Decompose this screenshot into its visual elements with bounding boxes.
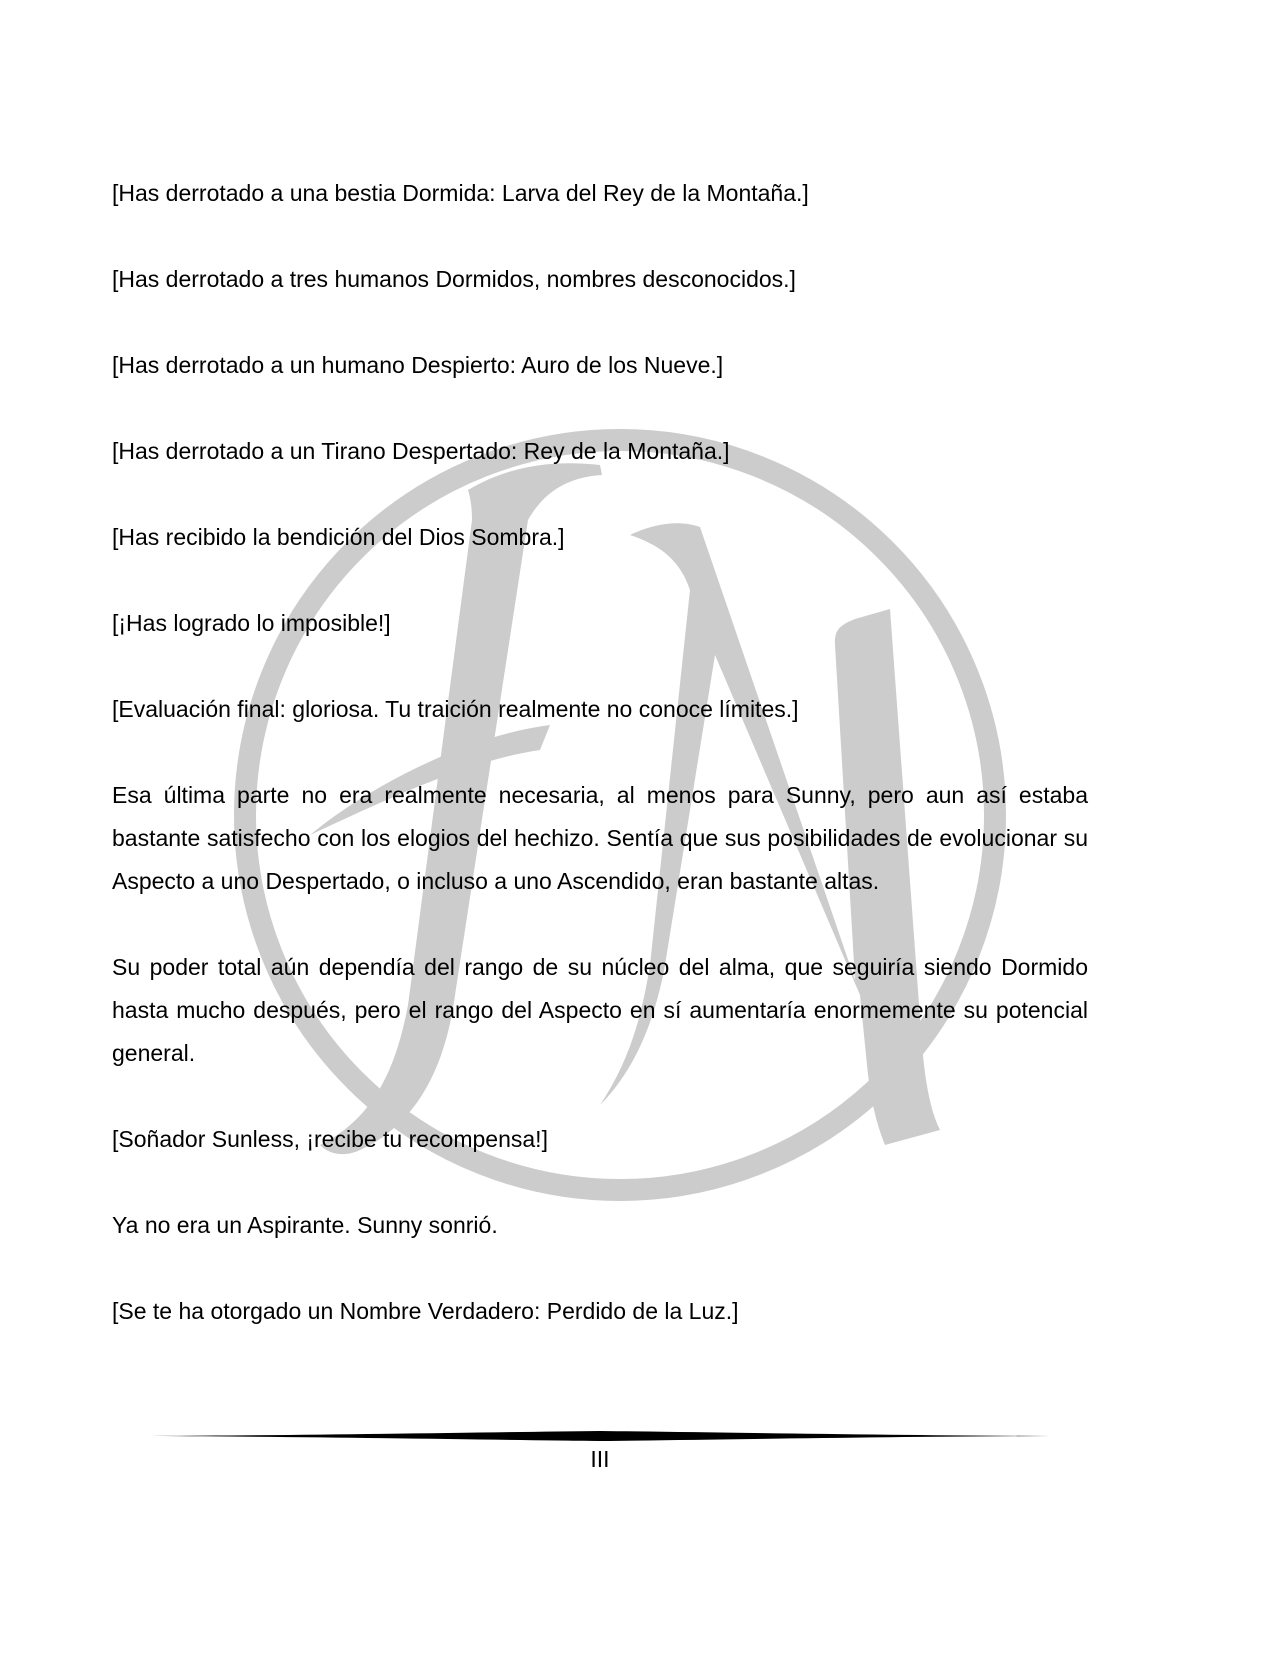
system-message-line: [Has derrotado a un Tirano Despertado: Rey de la Montaña.]	[112, 438, 730, 464]
document-body	[112, 172, 1088, 1376]
narrative-paragraph: Esa última parte no era realmente necesaria, al menos para Sunny, pero aun así estaba bastante satisfecho con los elogios del hechizo. Sentía que sus posibilidades de evolucionar su Aspecto a uno Despertado, o incluso a uno Ascendido, eran bastante altas.	[112, 782, 1088, 894]
system-message-line: [¡Has logrado lo imposible!]	[112, 610, 391, 636]
page-number: III	[590, 1446, 610, 1472]
system-message-line: [Soñador Sunless, ¡recibe tu recompensa!]	[112, 1126, 548, 1152]
system-message-line: [Has recibido la bendición del Dios Sombra.]	[112, 524, 565, 550]
system-message-line: [Has derrotado a tres humanos Dormidos, nombres desconocidos.]	[112, 266, 796, 292]
narrative-paragraph: Su poder total aún dependía del rango de su núcleo del alma, que seguiría siendo Dormido hasta mucho después, pero el rango del Aspecto en sí aumentaría enormemente su potencial general.	[112, 954, 1088, 1066]
footer-divider	[150, 1430, 1050, 1442]
system-message-line: [Evaluación final: gloriosa. Tu traición realmente no conoce límites.]	[112, 696, 799, 722]
narrative-line: Ya no era un Aspirante. Sunny sonrió.	[112, 1212, 498, 1238]
system-message-line: [Has derrotado a un humano Despierto: Auro de los Nueve.]	[112, 352, 724, 378]
system-message-line: [Se te ha otorgado un Nombre Verdadero: Perdido de la Luz.]	[112, 1298, 739, 1324]
system-message-line: [Has derrotado a una bestia Dormida: Larva del Rey de la Montaña.]	[112, 180, 809, 206]
